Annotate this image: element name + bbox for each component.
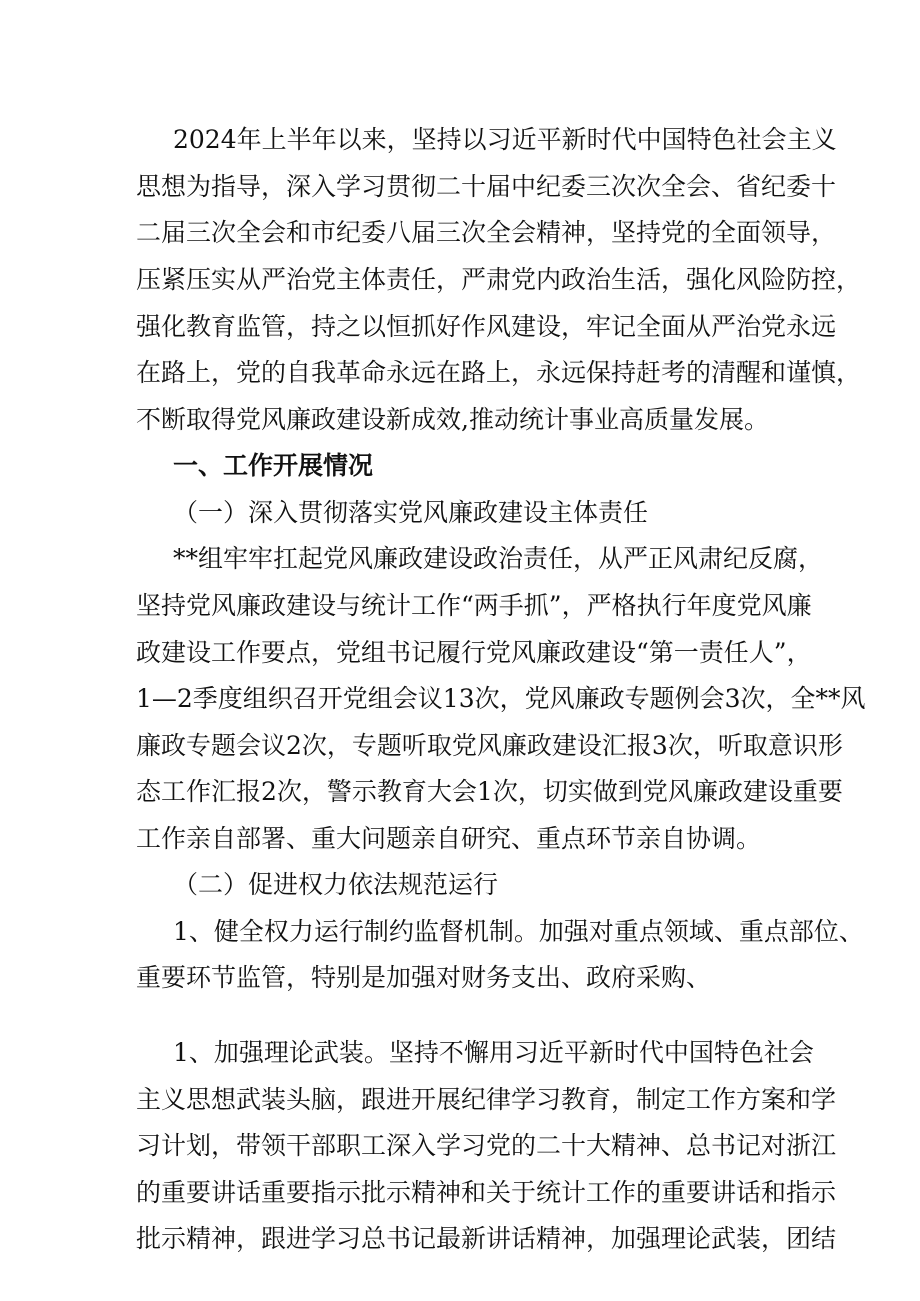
body-line: 态工作汇报2次，警示教育大会1次，切实做到党风廉政建设重要 — [136, 777, 843, 806]
intro-line: 强化教育监管，持之以恒抓好作风建设，牢记全面从严治党永远 — [136, 312, 837, 341]
intro-line: 在路上，党的自我革命永远在路上，永远保持赶考的清醒和谨慎， — [136, 358, 862, 387]
intro-line: 不断取得党风廉政建设新成效,推动统计事业高质量发展。 — [136, 405, 769, 434]
body-line: 1、加强理论武装。坚持不懈用习近平新时代中国特色社会 — [173, 1038, 814, 1067]
subsection-heading: （二）促进权力依法规范运行 — [173, 870, 499, 899]
body-line: 政建设工作要点，党组书记履行党风廉政建设“第一责任人”， — [136, 638, 812, 667]
body-line: 批示精神，跟进学习总书记最新讲话精神，加强理论武装，团结 — [136, 1224, 837, 1253]
body-line: 廉政专题会议2次，专题听取党风廉政建设汇报3次，听取意识形 — [136, 731, 843, 760]
body-line: 重要环节监管，特别是加强对财务支出、政府采购、 — [136, 963, 712, 992]
body-line: 习计划，带领干部职工深入学习党的二十大精神、总书记对浙江 — [136, 1131, 837, 1160]
intro-line: 思想为指导，深入学习贯彻二十届中纪委三次次全会、省纪委十 — [136, 172, 837, 201]
body-line: 的重要讲话重要指示批示精神和关于统计工作的重要讲话和指示 — [136, 1178, 837, 1207]
section-heading: 一、工作开展情况 — [173, 451, 374, 480]
intro-line: 压紧压实从严治党主体责任，严肃党内政治生活，强化风险防控， — [136, 265, 862, 294]
intro-line: 二届三次全会和市纪委八届三次全会精神，坚持党的全面领导， — [136, 218, 837, 247]
subsection-heading: （一）深入贯彻落实党风廉政建设主体责任 — [173, 498, 649, 527]
body-line: 工作亲自部署、重大问题亲自研究、重点环节亲自协调。 — [136, 824, 762, 853]
body-line: 主义思想武装头脑，跟进开展纪律学习教育，制定工作方案和学 — [136, 1085, 837, 1114]
body-line: 1—2季度组织召开党组会议13次，党风廉政专题例会3次，全**风 — [136, 684, 866, 713]
intro-line: 2024年上半年以来，坚持以习近平新时代中国特色社会主义 — [173, 125, 837, 154]
body-line: 坚持党风廉政建设与统计工作“两手抓”，严格执行年度党风廉 — [136, 591, 812, 620]
body-line: **组牢牢扛起党风廉政建设政治责任，从严正风肃纪反腐， — [173, 544, 824, 573]
body-line: 1、健全权力运行制约监督机制。加强对重点领域、重点部位、 — [173, 917, 864, 946]
